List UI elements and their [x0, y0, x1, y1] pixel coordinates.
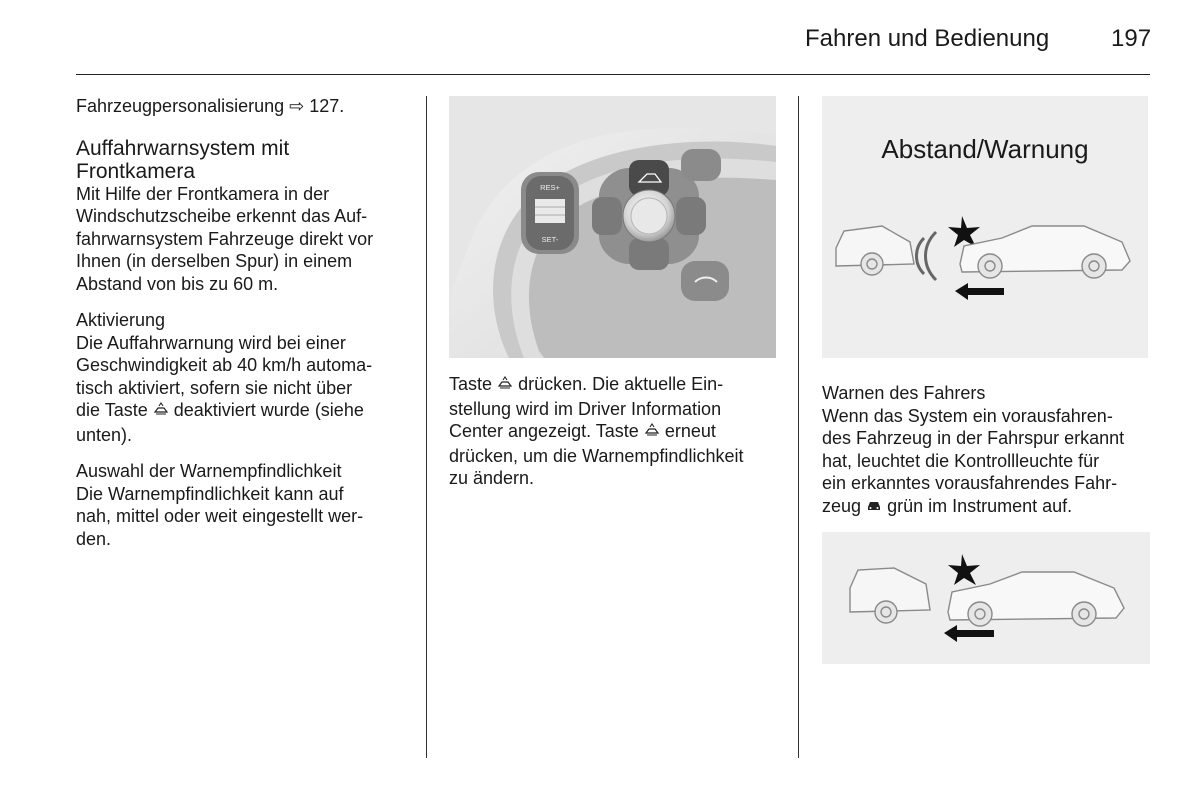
button-instruction-paragraph [449, 373, 779, 490]
collision-alert-button-icon [497, 375, 513, 398]
warning-heading: Warnen des Fahrers [822, 383, 986, 403]
warning-line: des Fahrzeug in der Fahrspur erkannt [822, 428, 1125, 448]
activation-line: Die Auffahrwarnung wird bei einer [76, 332, 346, 353]
display-title: Abstand/Warnung [881, 134, 1089, 164]
page-number: 197 [1111, 25, 1152, 52]
steering-wheel-controls-figure [449, 96, 776, 358]
warning-line: hat, leuchtet die Kontrollleuchte für [822, 450, 1100, 471]
instruction-line: zu ändern. [449, 468, 535, 488]
section-heading-line-1: Auffahrwarnsystem mit [76, 136, 290, 160]
activation-line: deaktiviert wurde (siehe [173, 400, 364, 420]
column-3 [822, 382, 1152, 519]
activation-heading: Aktivierung [76, 310, 166, 330]
warning-line: zeug [822, 495, 862, 516]
activation-line: tisch aktiviert, sofern sie nicht über [76, 377, 353, 398]
warning-line: ein erkanntes vorausfahrendes Fahr- [822, 473, 1118, 493]
column-divider-1 [426, 96, 427, 758]
reference-page: 127. [309, 96, 345, 116]
warning-paragraph [822, 405, 1152, 520]
intro-line: Mit Hilfe der Frontkamera in der [76, 183, 330, 204]
activation-line: Geschwindigkeit ab 40 km/h automa- [76, 355, 373, 375]
section-heading-line-2: Frontkamera [76, 159, 196, 183]
set-label: SET- [541, 235, 559, 244]
cross-reference [76, 95, 411, 118]
sensitivity-paragraph [76, 483, 411, 551]
intro-line: fahrwarnsystem Fahrzeuge direkt vor [76, 228, 374, 249]
section-heading [76, 137, 411, 183]
activation-paragraph [76, 332, 411, 447]
collision-warning-figure [822, 532, 1150, 664]
activation-line: unten). [76, 424, 133, 445]
sensitivity-line: nah, mittel oder weit eingestellt wer- [76, 506, 364, 526]
header-title: Fahren und Bedienung [805, 25, 1050, 52]
column-2 [449, 373, 779, 490]
instruction-line: erneut [664, 421, 716, 441]
warning-line: grün im Instrument auf. [887, 495, 1073, 516]
intro-paragraph [76, 183, 411, 296]
activation-line: die Taste [76, 400, 148, 420]
instruction-line: drücken, um die Warnempfindlichkeit [449, 445, 744, 466]
sensitivity-heading: Auswahl der Warnempfindlichkeit [76, 461, 342, 481]
sensitivity-line: den. [76, 528, 112, 549]
arrow-icon: ⇨ [289, 96, 305, 116]
distance-warning-display-figure [822, 96, 1148, 358]
header-rule [76, 74, 1150, 75]
reference-text: Fahrzeugpersonalisierung [76, 96, 285, 116]
column-divider-2 [798, 96, 799, 758]
collision-alert-button-icon [644, 422, 660, 445]
instruction-line: Taste [449, 374, 493, 394]
instruction-line: stellung wird im Driver Information [449, 398, 722, 419]
instruction-line: Center angezeigt. Taste [449, 421, 639, 441]
warning-line: Wenn das System ein vorausfahren- [822, 405, 1113, 426]
intro-line: Ihnen (in derselben Spur) in einem [76, 251, 353, 271]
res-label: RES+ [540, 183, 560, 192]
collision-alert-button-icon [153, 401, 169, 424]
intro-line: Windschutzscheibe erkennt das Auf- [76, 206, 368, 226]
intro-line: Abstand von bis zu 60 m. [76, 273, 279, 294]
instruction-line: drücken. Die aktuelle Ein- [518, 374, 724, 394]
column-1 [76, 95, 411, 550]
vehicle-ahead-indicator-icon [866, 497, 882, 520]
sensitivity-line: Die Warnempfindlichkeit kann auf [76, 483, 344, 504]
